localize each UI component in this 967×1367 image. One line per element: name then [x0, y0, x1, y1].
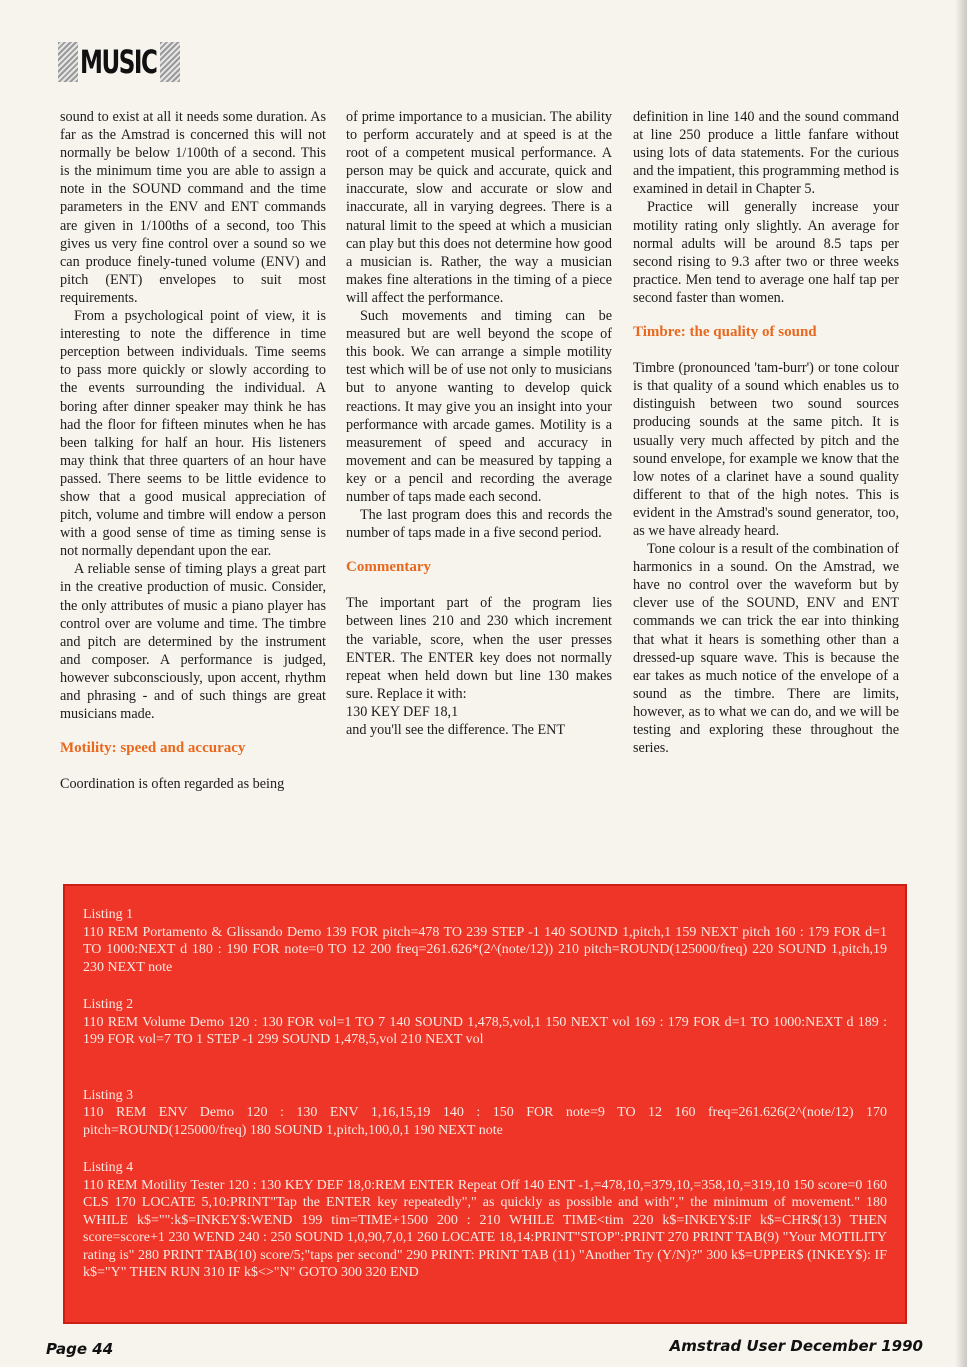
page-number: Page 44	[46, 1340, 114, 1358]
section-header	[58, 40, 180, 84]
subheading-timbre: Timbre: the quality of sound	[633, 324, 817, 341]
column-3	[633, 108, 899, 757]
paragraph: Such movements and timing can be measured but are well beyond the scope of this book. We can arrange a simple motility test which will be of use not only to musicians but to anyone wanting to develop quick reactions. It may give you an insight into your performance with arcade games. Motility is a measurement of speed and accuracy in movement and can be measured by tapping a key or a pencil and recording the average number of taps made each second.	[346, 308, 612, 505]
hatch-block-left	[58, 42, 78, 82]
paragraph: The last program does this and records the number of taps made in a five second period.	[346, 507, 612, 542]
paragraph: and you'll see the difference. The ENT	[346, 722, 566, 738]
listing-code: 110 REM Motility Tester 120 : 130 KEY DEF 18,0:REM ENTER Repeat Off 140 ENT -1,=478,10,=379,10,=358,10,=319,10 150 score=0 160 CLS 170 LOCATE 5,10:PRINT"Tap the ENTER key repeatedly"," as quickly as possible and with"," the minimum of movement." 180 WHILE k$="":k$=INKEY$:WEND 199 tim=TIME+1500 200 : 210 WHILE TIME<tim 220 k$=INKEY$:IF k$=CHR$(13) THEN score=score+1 230 WEND 240 : 250 SOUND 1,0,90,7,0,1 260 LOCATE 18,14:PRINT"STOP":PRINT 270 PRINT TAB(9) "Your MOTILITY rating is" 280 PRINT TAB(10) score/5;"taps per second" 290 PRINT: PRINT TAB (11) "Another Try (Y/N)?" 300 k$=UPPER$ (INKEY$): IF k$="Y" THEN RUN 310 IF k$<>"N" GOTO 300 320 END	[83, 1177, 887, 1280]
column-1	[60, 108, 326, 793]
subheading-commentary: Commentary	[346, 559, 431, 576]
section-title: MUSIC	[80, 43, 157, 81]
paragraph: Tone colour is a result of the combination of harmonics in a sound. On the Amstrad, we have no control over the waveform but by clever use of the SOUND, ENV and ENT commands we can trick the ear into thinking that what it hears is something other than a dressed-up square wave. This is because the ear takes as much notice of the envelope of a sound as the timbre. There are limits, however, as to what we can do, and we will be testing and exploring these throughout the series.	[633, 541, 899, 757]
listing-title: Listing 4	[83, 1160, 134, 1175]
listing-title: Listing 1	[83, 907, 134, 922]
paragraph: A reliable sense of timing plays a great part in the creative production of music. Consider, the only attributes of music a piano player has control over are volume and time. The timbre and pitch are determined by the instrument and composer. A performance is judged, however subconsciously, upon accent, rhythm and phrasing - and of such things are great musicians made.	[60, 561, 326, 723]
listing-code: 110 REM ENV Demo 120 : 130 ENV 1,16,15,19 140 : 150 FOR note=9 TO 12 160 freq=261.626(2^(note/12) 170 pitch=ROUND(125000/freq) 180 SOUND 1,pitch,100,0,1 190 NEXT note	[83, 1105, 887, 1138]
paragraph: Coordination is often regarded as being	[60, 776, 285, 793]
hatch-block-right	[160, 42, 180, 82]
listing-title: Listing 2	[83, 997, 134, 1012]
paragraph: Timbre (pronounced 'tam-burr') or tone colour is that quality of a sound which enables us to distinguish between two sound sources producing sounds at the same pitch. It is usually very much affected by pitch and the sound envelope, for example we know that the low notes of a clarinet have a sound quality different to that of the high notes. This is evident in the Amstrad's sound generator, too, as we have already heard.	[633, 360, 899, 539]
paragraph: sound to exist at all it needs some duration. As far as the Amstrad is concerned this will not normally be below 1/100th of a second. This is the minimum time you are able to assign a note in the SOUND command and the time parameters in the ENV and ENT commands are given in 1/100ths of a second, too This gives us very fine control over a sound so we can produce finely-tuned volume (ENV) and pitch (ENT) envelopes to suit most requirements.	[60, 109, 326, 306]
paragraph: Practice will generally increase your motility rating only slightly. An average for normal adults will be around 8.5 taps per second rising to 9.3 after two or three weeks practice. Men tend to average one half tap per second faster than women.	[633, 199, 899, 306]
listing-4	[83, 1159, 887, 1282]
listing-1	[83, 906, 887, 976]
paragraph: From a psychological point of view, it is interesting to note the difference in time perception between individuals. Time seems to pass more quickly or slowly according to the events surrounding the individual. A boring after dinner speaker may think he has had the floor for fifteen minutes when he has been talking for half an hour. His listeners may think that three quarters of an hour have passed. There seems to be little evidence to show that a good musical appreciation of pitch, volume and timbre will endow a person with a good sense of time as timing sense is not normally dependant upon the ear.	[60, 308, 326, 560]
listing-title: Listing 3	[83, 1087, 134, 1103]
code-line: 130 KEY DEF 18,1	[346, 703, 459, 720]
column-2	[346, 108, 612, 739]
paragraph: definition in line 140 and the sound command at line 250 produce a little fanfare without using lots of data statements. For the curious and the impatient, this programming method is examined in detail in Chapter 5.	[633, 109, 899, 198]
listing-3	[83, 1087, 887, 1140]
subheading-motility: Motility: speed and accuracy	[60, 740, 246, 757]
paragraph: of prime importance to a musician. The ability to perform accurately and at speed is at the root of a competent musical performance. A person may be quick and accurate, quick and inaccurate, slow and accurate or slow and inaccurate, all in varying degrees. There is a natural limit to the speed at which a musician can play but this does not determine how good a musician is. Rather, the way a musician makes fine alterations in the timing of a piece will affect the performance.	[346, 109, 612, 306]
listing-code: 110 REM Volume Demo 120 : 130 FOR vol=1 TO 7 140 SOUND 1,478,5,vol,1 150 NEXT vol 169 : 179 FOR d=1 TO 1000:NEXT d 189 : 199 FOR vol=7 TO 1 STEP -1 299 SOUND 1,478,5,vol 210 NEXT vol	[83, 1014, 887, 1047]
issue-info: Amstrad User December 1990	[669, 1337, 923, 1355]
page-edge-shadow	[955, 0, 967, 1367]
listing-code: 110 REM Portamento & Glissando Demo 139 FOR pitch=478 TO 239 STEP -1 140 SOUND 1,pitch,1 159 NEXT pitch 160 : 179 FOR d=1 TO 1000:NEXT d 180 : 190 FOR note=0 TO 12 200 freq=261.626*(2^(note/12)) 210 pitch=ROUND(125000/freq) 220 SOUND 1,pitch,19 230 NEXT note	[83, 924, 887, 975]
listing-2	[83, 996, 887, 1049]
listings-box	[63, 884, 907, 1324]
paragraph: The important part of the program lies between lines 210 and 230 which increment the variable, score, when the user presses ENTER. The ENTER key does not normally repeat when held down but line 130 makes sure. Replace it with:	[346, 595, 612, 702]
